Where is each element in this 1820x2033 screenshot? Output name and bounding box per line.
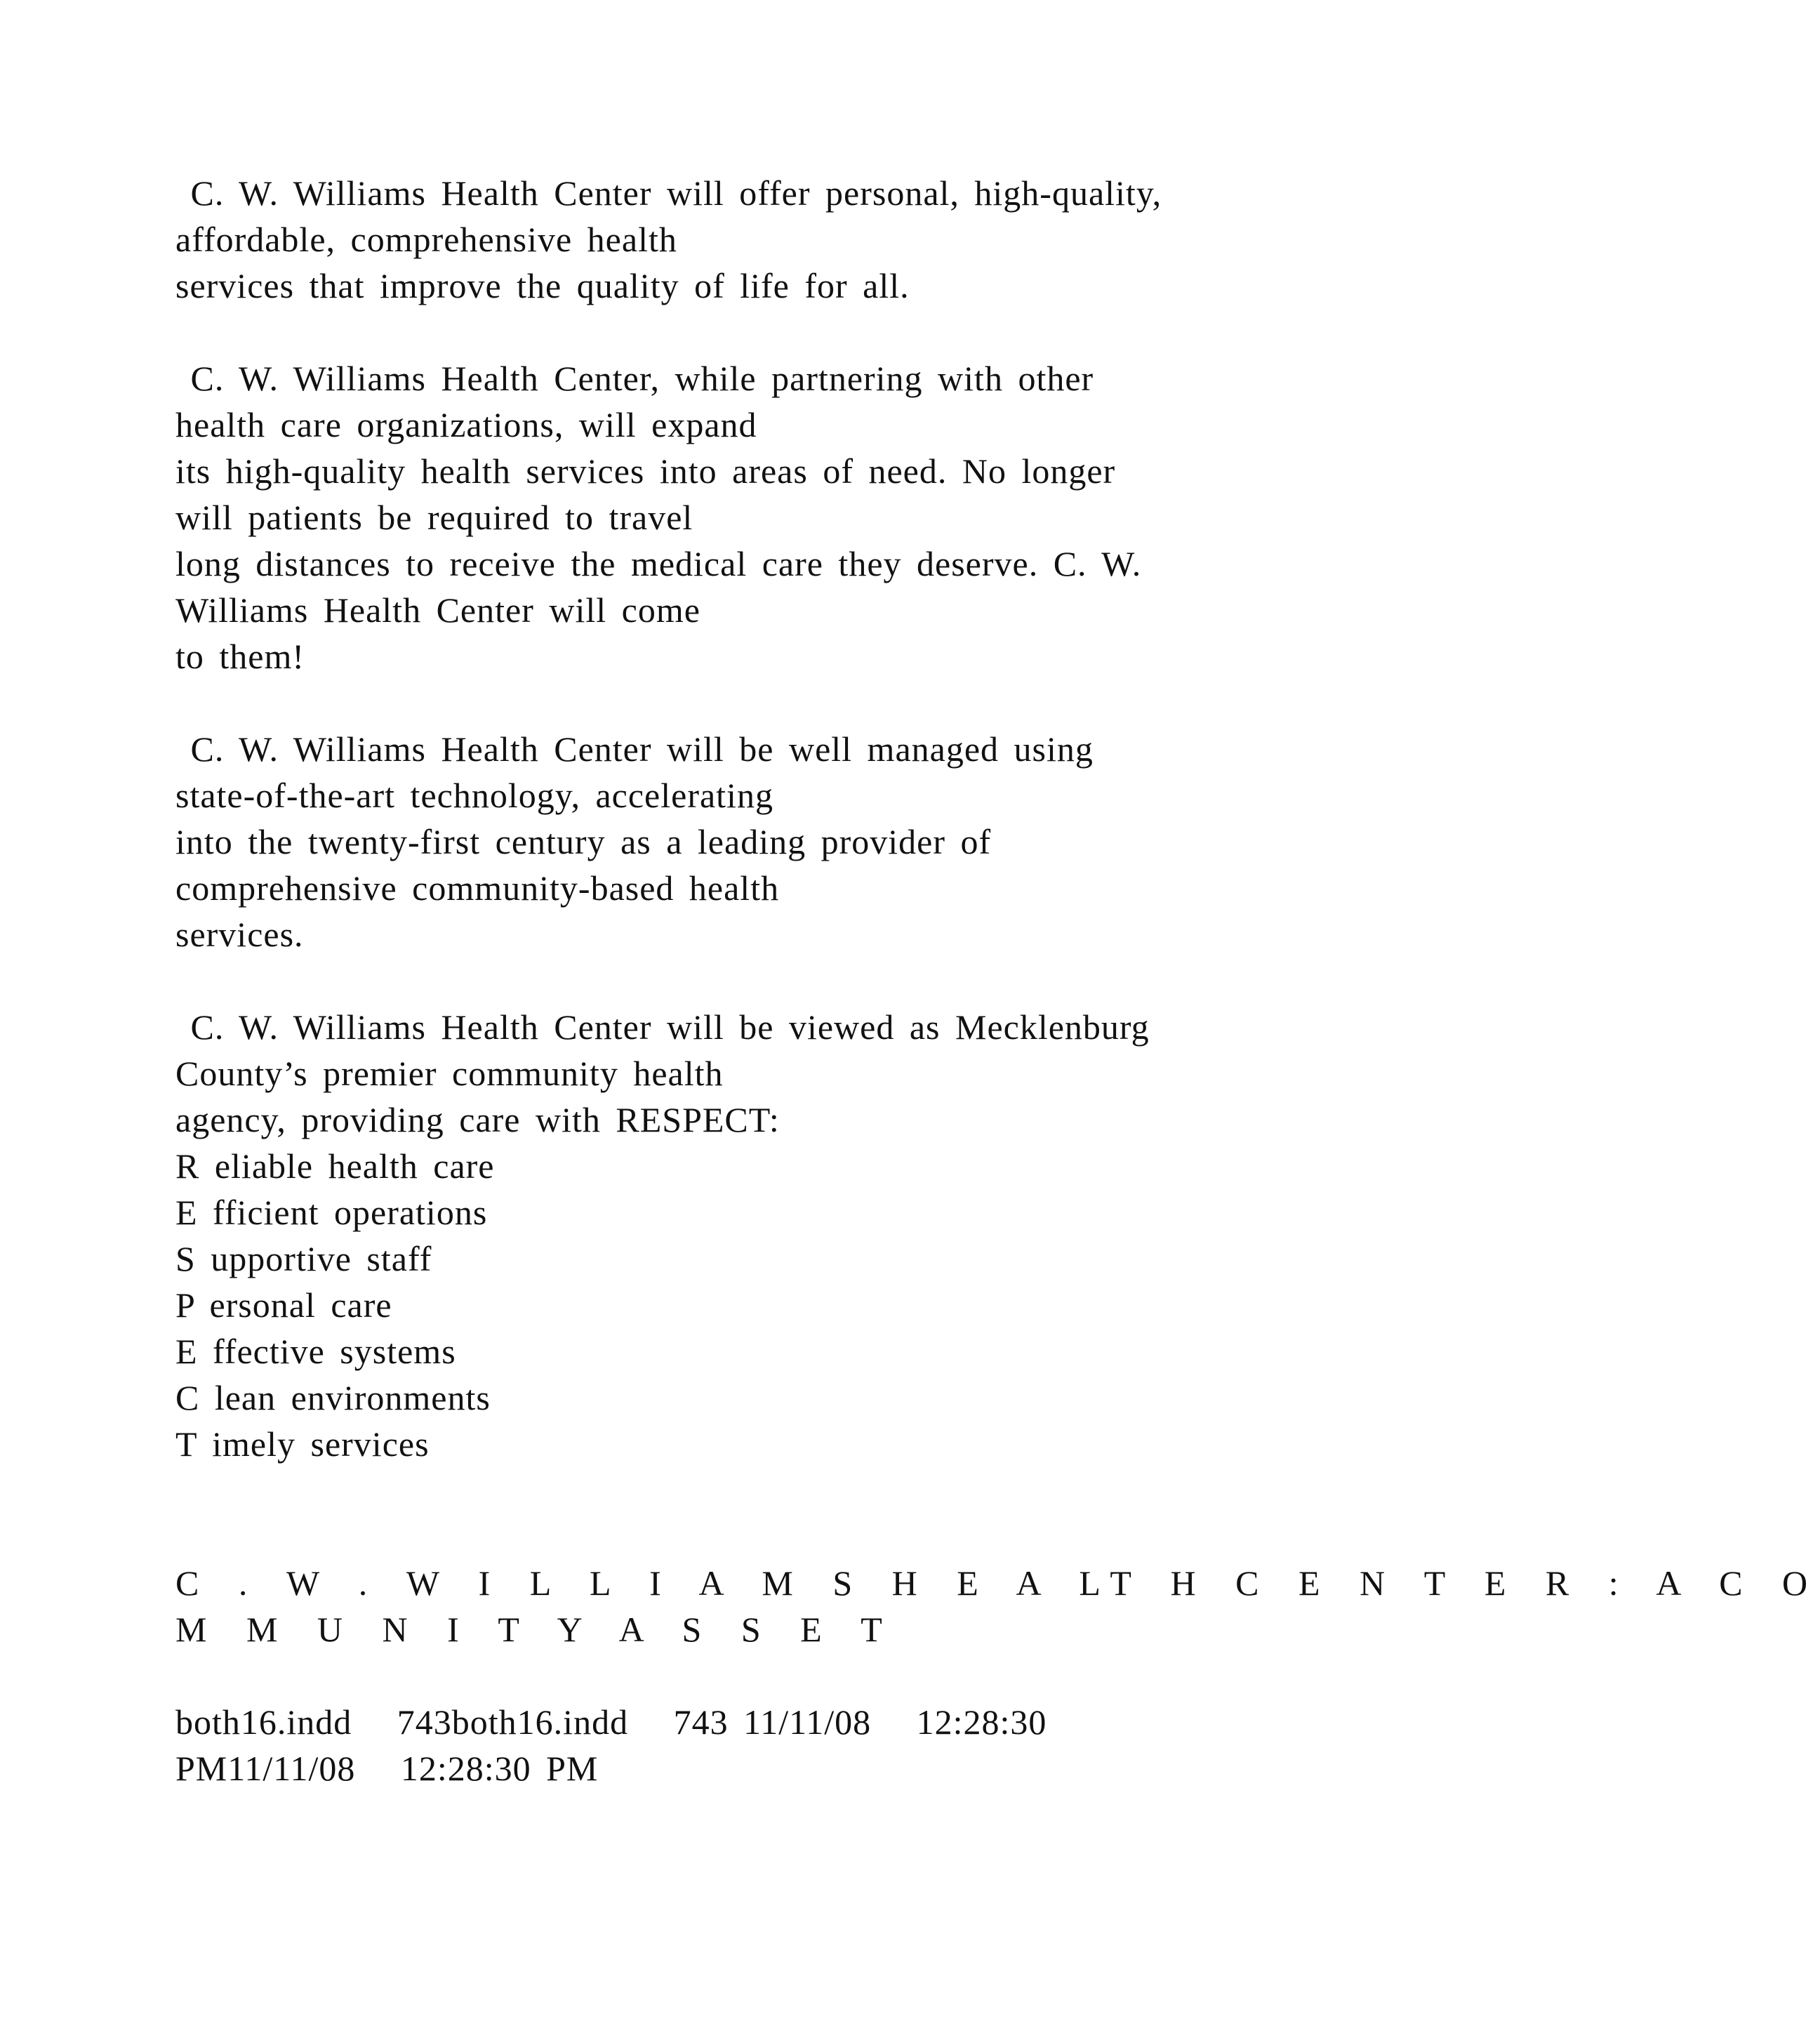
respect-list: [175, 1143, 1313, 1467]
footer-line: M M U N I T Y A S S E T: [175, 1610, 895, 1649]
list-item: C lean environments: [175, 1378, 491, 1417]
text-line: state-of-the-art technology, accelerating: [175, 776, 773, 815]
list-item: T imely services: [175, 1424, 430, 1464]
text-line: services that improve the quality of life for all.: [175, 266, 910, 305]
slug-text: PM11/11/08 12:28:30 PM: [175, 1749, 599, 1788]
list-item: S upportive staff: [175, 1239, 432, 1278]
text-line: C. W. Williams Health Center will offer personal, high-quality,: [175, 173, 1162, 213]
section-spacer: [175, 1467, 1313, 1560]
paragraph-spacer: [175, 309, 1313, 355]
footer-line: C . W . W I L L I A M S H E A LT H C E N T E R : A C O: [175, 1563, 1820, 1603]
document-page: [175, 170, 1820, 1792]
text-line: to them!: [175, 637, 305, 676]
paragraph-spacer: [175, 1653, 1313, 1699]
text-line: County’s premier community health: [175, 1054, 724, 1093]
text-line: C. W. Williams Health Center, while partnering with other: [175, 359, 1094, 398]
list-item: R eliable health care: [175, 1146, 495, 1186]
text-line: services.: [175, 915, 304, 954]
paragraph-spacer: [175, 958, 1313, 1004]
text-line: C. W. Williams Health Center will be well managed using: [175, 729, 1094, 769]
paragraph-spacer: [175, 680, 1313, 726]
list-item: E fficient operations: [175, 1193, 488, 1232]
text-line: C. W. Williams Health Center will be viewed as Mecklenburg: [175, 1007, 1150, 1047]
text-line: agency, providing care with RESPECT:: [175, 1100, 780, 1139]
text-line: affordable, comprehensive health: [175, 220, 677, 259]
text-line: comprehensive community-based health: [175, 868, 780, 908]
text-line: into the twenty-first century as a leading provider of: [175, 822, 992, 861]
running-footer: [175, 1560, 1820, 1653]
respect-paragraph: [175, 1004, 1313, 1143]
expansion-paragraph: [175, 355, 1313, 680]
list-item: P ersonal care: [175, 1285, 392, 1325]
slug-line: [175, 1699, 1313, 1792]
slug-text: both16.indd 743both16.indd 743 11/11/08 12:28:30: [175, 1702, 1047, 1742]
text-line: will patients be required to travel: [175, 498, 693, 537]
text-line: long distances to receive the medical care they deserve. C. W.: [175, 544, 1142, 583]
mission-paragraph: [175, 170, 1313, 309]
text-line: its high-quality health services into areas of need. No longer: [175, 451, 1116, 491]
text-line: Williams Health Center will come: [175, 590, 700, 630]
text-line: health care organizations, will expand: [175, 405, 757, 444]
list-item: E ffective systems: [175, 1332, 456, 1371]
technology-paragraph: [175, 726, 1313, 958]
